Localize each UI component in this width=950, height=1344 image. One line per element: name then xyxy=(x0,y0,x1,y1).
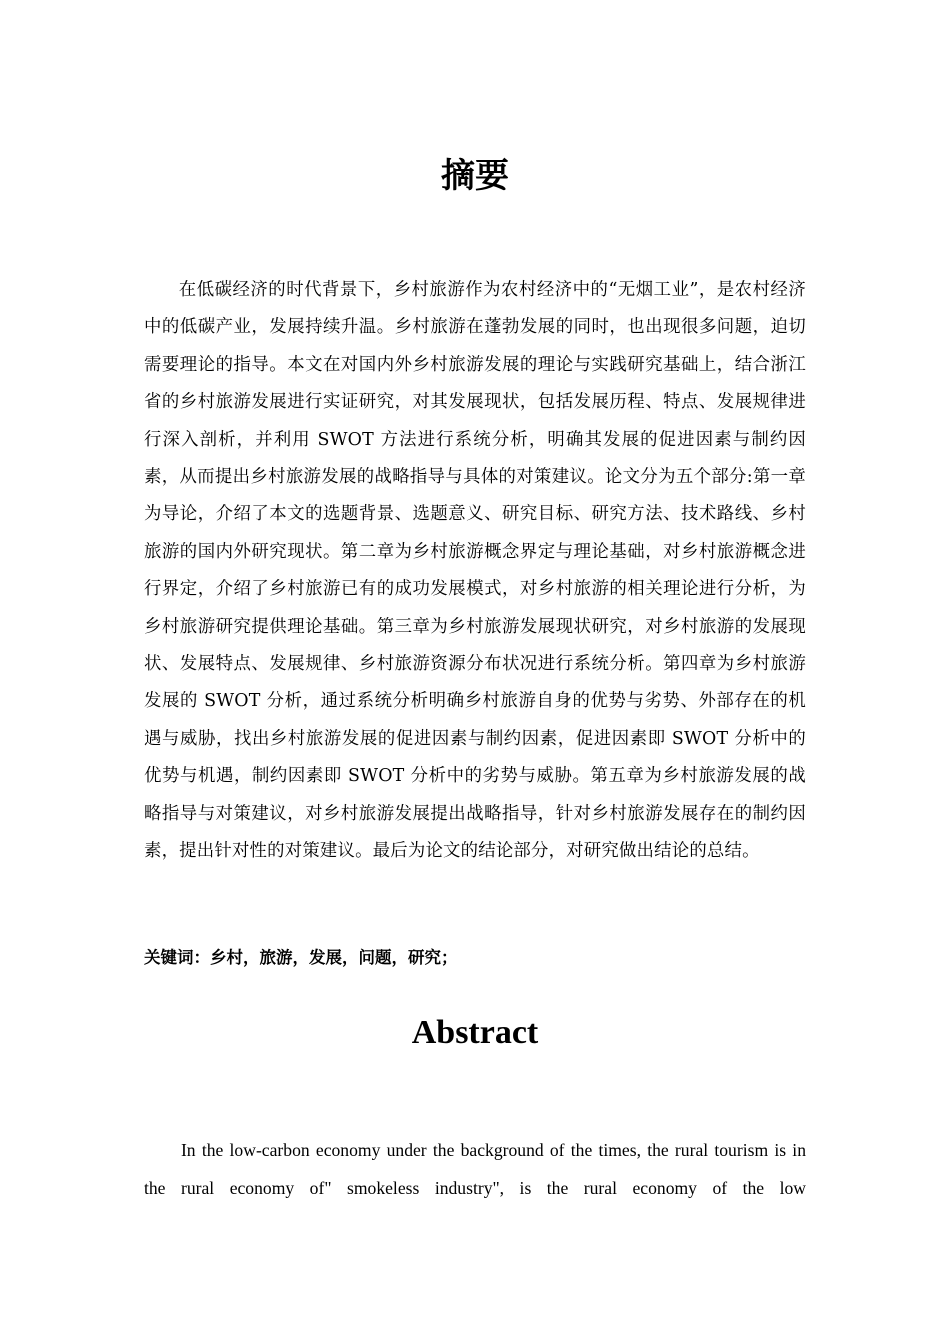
chinese-abstract-body: 在低碳经济的时代背景下，乡村旅游作为农村经济中的“无烟工业”，是农村经济中的低碳产业，发展持续升温。乡村旅游在蓬勃发展的同时，也出现很多问题，迫切需要理论的指导。本文在对国内外乡村旅游发展的理论与实践研究基础上，结合浙江省的乡村旅游发展进行实证研究，对其发展现状，包括发展历程、特点、发展规律进行深入剖析，并利用 SWOT 方法进行系统分析，明确其发展的促进因素与制约因素，从而提出乡村旅游发展的战略指导与具体的对策建议。论文分为五个部分:第一章为导论，介绍了本文的选题背景、选题意义、研究目标、研究方法、技术路线、乡村旅游的国内外研究现状。第二章为乡村旅游概念界定与理论基础，对乡村旅游概念进行界定，介绍了乡村旅游已有的成功发展模式，对乡村旅游的相关理论进行分析，为乡村旅游研究提供理论基础。第三章为乡村旅游发展现状研究，对乡村旅游的发展现状、发展特点、发展规律、乡村旅游资源分布状况进行系统分析。第四章为乡村旅游发展的 SWOT 分析，通过系统分析明确乡村旅游自身的优势与劣势、外部存在的机遇与威胁，找出乡村旅游发展的促进因素与制约因素，促进因素即 SWOT 分析中的优势与机遇，制约因素即 SWOT 分析中的劣势与威胁。第五章为乡村旅游发展的战略指导与对策建议，对乡村旅游发展提出战略指导，针对乡村旅游发展存在的制约因素，提出针对性的对策建议。最后为论文的结论部分，对研究做出结论的总结。 xyxy=(144,280,806,862)
english-abstract-body: In the low-carbon economy under the background of the times, the rural tourism is in the rural economy of" smokeless industry", is the rural economy of the low xyxy=(144,1140,806,1198)
chinese-abstract-title: 摘要 xyxy=(441,156,509,196)
keywords-line: 关键词：乡村，旅游，发展，问题，研究； xyxy=(144,948,458,967)
english-abstract-title: Abstract xyxy=(411,1014,539,1051)
document-page xyxy=(144,0,806,1344)
